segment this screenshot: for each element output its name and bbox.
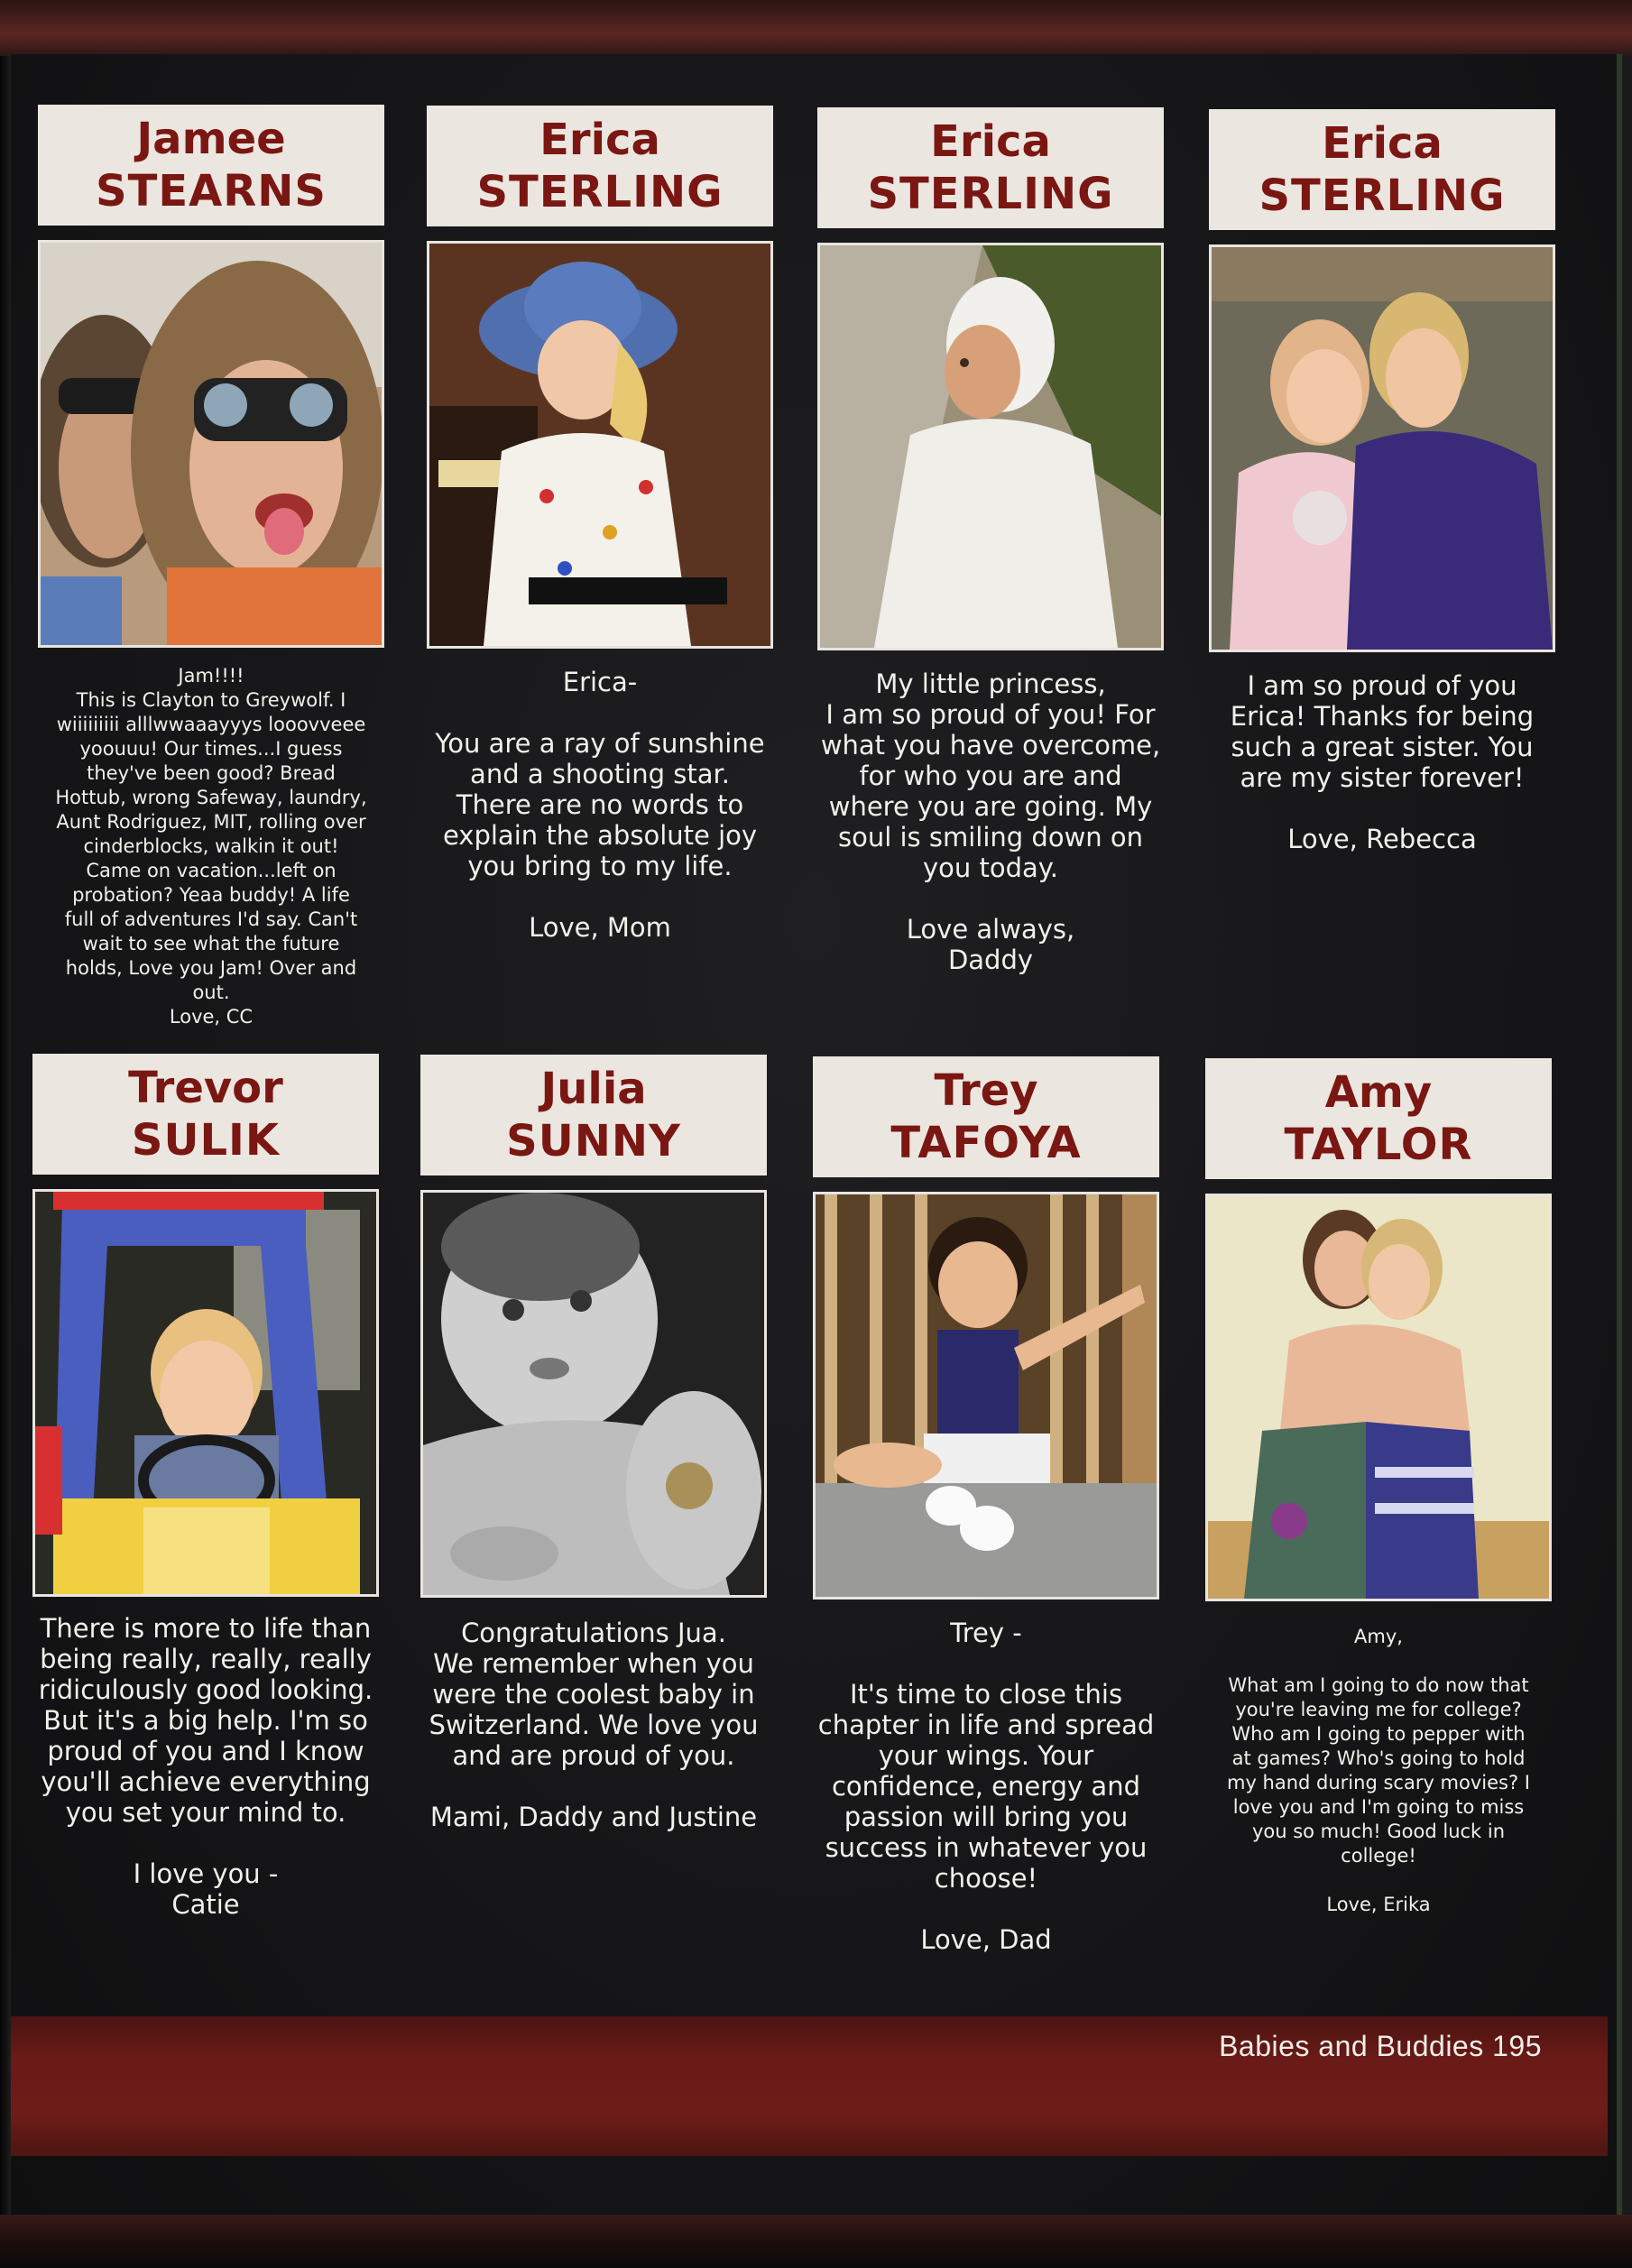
photo [1205, 1194, 1552, 1601]
top-band [0, 0, 1632, 56]
photo [1209, 244, 1555, 652]
name-plate [817, 107, 1164, 228]
last-name: STERLING [1259, 171, 1506, 221]
last-name: TAFOYA [890, 1118, 1082, 1168]
name-plate [813, 1056, 1159, 1177]
first-name: Erica [1322, 118, 1443, 169]
first-name: Trevor [128, 1063, 283, 1113]
photo [420, 1190, 767, 1598]
name-plate [32, 1054, 379, 1175]
last-name: STERLING [867, 169, 1114, 219]
name-plate [1209, 109, 1555, 230]
last-name: STERLING [476, 167, 724, 217]
last-name: TAYLOR [1284, 1120, 1473, 1170]
message: Congratulations Jua. We remember when you were the coolest baby in Switzerland. We love you and are proud of you. Mami, Daddy and Justine [429, 1618, 759, 1832]
first-name: Julia [540, 1064, 647, 1114]
last-name: STEARNS [96, 166, 327, 217]
message: Trey - It's time to close this chapter in life and spread your wings. Your confidence, energy and passion will bring you success in whatever you choose! Love, Dad [817, 1618, 1155, 1955]
last-name: SUNNY [506, 1116, 681, 1166]
last-name: SULIK [131, 1115, 281, 1166]
name-plate [1205, 1058, 1552, 1179]
name-plate [420, 1055, 767, 1175]
photo [38, 240, 384, 648]
page-footer: Babies and Buddies 195 [1219, 2030, 1542, 2062]
message: My little princess, I am so proud of you! For what you have overcome, for who you are and where you are going. My soul is smiling down on you today. Love always, Daddy [820, 668, 1161, 975]
name-plate [38, 105, 384, 226]
message: There is more to life than being really, really, really ridiculously good looking. But it's a big help. I'm so proud of you and I know you'll achieve everything you set your mind to. I love you - Catie [38, 1613, 373, 1920]
first-name: Trey [934, 1065, 1038, 1116]
message: I am so proud of you Erica! Thanks for being such a great sister. You are my sister forever! Love, Rebecca [1230, 670, 1535, 854]
message: Jam!!!! This is Clayton to Greywolf. I wiiiiiiiii alllwwaaayyys looovveee yoouuu! Our times...I guess they've been good? Bread Hottub, wrong Safeway, laundry, Aunt Rodriguez, MIT, rolling over cinderblocks, walkin it out! Came on vacation...left on probation? Yeaa buddy! A life full of adventures I'd say. Can't wait to see what the future holds, Love you Jam! Over and out. Love, CC [55, 665, 367, 1028]
first-name: Amy [1324, 1067, 1433, 1118]
bottom-edge [0, 2215, 1632, 2268]
photo [427, 241, 773, 649]
first-name: Jamee [136, 114, 286, 164]
first-name: Erica [930, 116, 1051, 167]
message: Amy, What am I going to do now that you're leaving me for college? Who am I going to pepper with at games? Who's going to hold my hand during scary movies? I love you and I'm going to miss you so much! Good luck in college! Love, Erika [1226, 1626, 1530, 1915]
photo [813, 1192, 1159, 1600]
message: Erica- You are a ray of sunshine and a shooting star. There are no words to explain the absolute joy you bring to my life. Love, Mom [435, 667, 765, 943]
photo [32, 1189, 379, 1597]
first-name: Erica [539, 115, 660, 165]
photo [817, 243, 1164, 650]
name-plate [427, 106, 773, 226]
